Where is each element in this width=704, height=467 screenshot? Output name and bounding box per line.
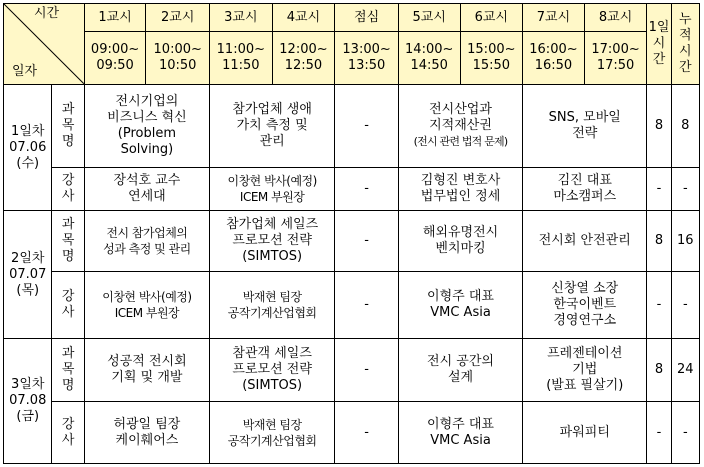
session-time: 14:00~ 14:50 (398, 32, 460, 84)
day1-instructor-daily: - (647, 168, 671, 211)
day3-instructor-s12: 허광일 팀장 케이훼어스 (84, 402, 209, 464)
day3-subject-s34: 참관객 세일즈 프로모션 전략 (SIMTOS) (210, 339, 335, 402)
header-row-times (4, 32, 700, 84)
day3-subject-s12: 성공적 전시회 기획 및 개발 (84, 339, 209, 402)
day1-instructor-row (4, 168, 700, 211)
day2-instructor-cumulative: - (671, 272, 699, 339)
instructor-label: 강 사 (52, 402, 84, 464)
session-label: 5교시 (398, 4, 460, 32)
corner-time-label: 시간 (34, 6, 60, 21)
session-label: 3교시 (210, 4, 273, 32)
session-time: 17:00~ 17:50 (584, 32, 647, 84)
day3-instructor-s56: 이형주 대표 VMC Asia (398, 402, 522, 464)
day1-subject-s34: 참가업체 생애 가치 측정 및 관리 (210, 84, 335, 168)
day3-date-cell: 3일차 07.08 (금) (4, 339, 52, 464)
session-time: 16:00~ 16:50 (523, 32, 585, 84)
session-time: 10:00~ 10:50 (146, 32, 210, 84)
day2-cumulative-hours: 16 (671, 211, 699, 272)
instructor-label: 강 사 (52, 168, 84, 211)
day1-subject-lunch: - (335, 84, 399, 168)
day1-subject-row (4, 84, 700, 168)
day1-subject-s12: 전시기업의 비즈니스 혁신 (Problem Solving) (84, 84, 209, 168)
day2-subject-s56: 해외유명전시 벤치마킹 (398, 211, 522, 272)
day3-cumulative-hours: 24 (671, 339, 699, 402)
session-label: 점심 (335, 4, 399, 32)
day3-instructor-s78: 파워피티 (523, 402, 647, 464)
header-row-sessions (4, 4, 700, 32)
subject-label: 과 목 명 (52, 84, 84, 168)
day1-daily-hours: 8 (647, 84, 671, 168)
session-label: 1교시 (84, 4, 146, 32)
session-label: 4교시 (272, 4, 335, 32)
session-time: 11:00~ 11:50 (210, 32, 273, 84)
day3-instructor-cumulative: - (671, 402, 699, 464)
day3-instructor-lunch: - (335, 402, 399, 464)
day1-subject-s78: SNS, 모바일 전략 (523, 84, 647, 168)
day2-subject-s12: 전시 참가업체의 성과 측정 및 관리 (84, 211, 209, 272)
session-time: 15:00~ 15:50 (460, 32, 523, 84)
day2-instructor-s56: 이형주 대표 VMC Asia (398, 272, 522, 339)
day2-instructor-daily: - (647, 272, 671, 339)
session-time: 12:00~ 12:50 (272, 32, 335, 84)
day2-instructor-s34: 박재현 팀장 공작기계산업협회 (210, 272, 335, 339)
session-label: 2교시 (146, 4, 210, 32)
session-time: 09:00~ 09:50 (84, 32, 146, 84)
day3-instructor-s34: 박재현 팀장 공작기계산업협회 (210, 402, 335, 464)
session-time: 13:00~ 13:50 (335, 32, 399, 84)
day1-instructor-s12: 장석호 교수 연세대 (84, 168, 209, 211)
day2-daily-hours: 8 (647, 211, 671, 272)
day1-instructor-lunch: - (335, 168, 399, 211)
day2-subject-s34: 참가업체 세일즈 프로모션 전략 (SIMTOS) (210, 211, 335, 272)
day2-date-cell: 2일차 07.07 (목) (4, 211, 52, 339)
day3-instructor-row (4, 402, 700, 464)
day1-instructor-s34: 이창현 박사(예정) ICEM 부원장 (210, 168, 335, 211)
day2-subject-lunch: - (335, 211, 399, 272)
subject-label: 과 목 명 (52, 211, 84, 272)
daily-hours-header: 1일 시 간 (647, 4, 671, 85)
day3-subject-s56: 전시 공간의 설계 (398, 339, 522, 402)
day2-instructor-lunch: - (335, 272, 399, 339)
day2-instructor-row (4, 272, 700, 339)
session-label: 8교시 (584, 4, 647, 32)
day1-instructor-cumulative: - (671, 168, 699, 211)
session-label: 6교시 (460, 4, 523, 32)
day1-subject-s56: 전시산업과 지적재산권 (전시 관련 법적 문제) (398, 84, 522, 168)
day3-daily-hours: 8 (647, 339, 671, 402)
day3-subject-row (4, 339, 700, 402)
day1-instructor-s78: 김진 대표 마소캠퍼스 (523, 168, 647, 211)
day2-instructor-s12: 이창현 박사(예정) ICEM 부원장 (84, 272, 209, 339)
day3-subject-lunch: - (335, 339, 399, 402)
day1-cumulative-hours: 8 (671, 84, 699, 168)
day2-subject-row (4, 211, 700, 272)
day1-date-cell: 1일차 07.06 (수) (4, 84, 52, 211)
subject-label: 과 목 명 (52, 339, 84, 402)
day3-subject-s78: 프레젠테이션 기법 (발표 필살기) (523, 339, 647, 402)
day2-subject-s78: 전시회 안전관리 (523, 211, 647, 272)
corner-date-label: 일자 (12, 63, 38, 79)
day3-instructor-daily: - (647, 402, 671, 464)
session-label: 7교시 (523, 4, 585, 32)
schedule-table (3, 3, 700, 464)
instructor-label: 강 사 (52, 272, 84, 339)
day2-instructor-s78: 신창열 소장 한국이벤트 경영연구소 (523, 272, 647, 339)
cumulative-hours-header: 누 적 시 간 (671, 4, 699, 85)
day1-instructor-s56: 김형진 변호사 법무법인 정세 (398, 168, 522, 211)
corner-header (4, 4, 85, 85)
